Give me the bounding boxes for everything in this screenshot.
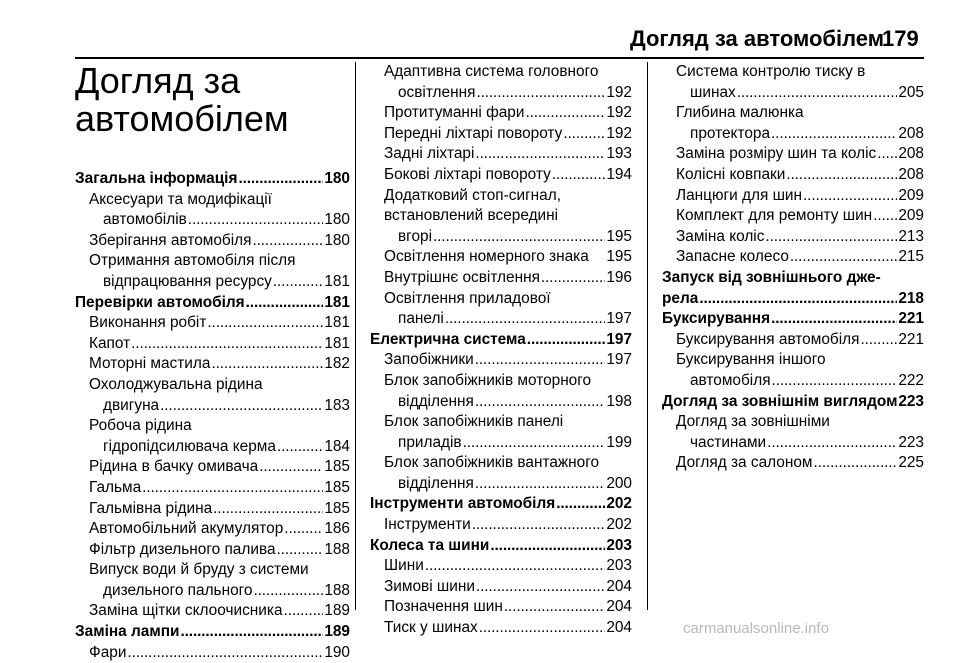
dot-leader [277, 437, 323, 458]
dot-leader [765, 227, 897, 248]
toc-entry-title: шинах [690, 83, 736, 101]
toc-page-number: 185 [324, 458, 350, 476]
toc-page-number: 208 [898, 124, 924, 142]
toc-page-number: 218 [898, 289, 924, 307]
toc-entry-title: Загальна інформація [75, 170, 238, 187]
toc-entry-text: Догляд за зовнішніми [676, 413, 830, 431]
toc-entry-text: Випуск води й бруду з системи [89, 561, 309, 579]
toc-page-number: 188 [324, 581, 350, 599]
toc-entry[interactable] [75, 190, 350, 231]
toc-page-number: 202 [606, 495, 632, 513]
toc-entry[interactable] [75, 375, 350, 416]
header-title: Догляд за автомобілем [630, 26, 885, 51]
toc-entry-title: Шини [384, 557, 424, 575]
toc-entry-title: Задні ліхтарі [384, 145, 475, 163]
toc-entry[interactable] [662, 103, 924, 144]
toc-entry-title: Освітлення номерного знака [384, 248, 589, 266]
toc-page-number: 185 [324, 478, 350, 496]
dot-leader [445, 309, 605, 330]
dot-leader [490, 536, 605, 557]
toc-entry-text: Блок запобіжників моторного [384, 371, 592, 389]
toc-entry-title: Буксирування [662, 310, 771, 328]
toc-page-number: 225 [898, 454, 924, 472]
toc-entry-text: Отримання автомобіля після [89, 252, 296, 270]
toc-column-1 [75, 169, 350, 663]
toc-entry-text: Система контролю тиску в [676, 63, 866, 80]
toc-entry[interactable] [662, 227, 924, 248]
toc-entry-title: Буксирування автомобіля [676, 330, 860, 348]
toc-page-number: 180 [324, 231, 350, 249]
toc-entry-title: Заміна коліс [676, 227, 765, 245]
toc-page-number: 208 [898, 165, 924, 183]
toc-entry[interactable] [662, 165, 924, 186]
toc-entry[interactable] [75, 334, 350, 355]
dot-leader [767, 433, 897, 454]
watermark: carmanualsonline.info [683, 620, 829, 637]
toc-page-number: 200 [606, 474, 632, 492]
toc-entry[interactable] [370, 124, 632, 145]
column-divider-2 [647, 62, 648, 610]
toc-entry[interactable] [75, 251, 350, 292]
dot-leader [771, 124, 897, 145]
toc-column-3 [662, 62, 924, 474]
toc-entry-title: Колісні ковпаки [676, 165, 786, 183]
toc-entry[interactable] [370, 515, 632, 536]
toc-entry-title: Догляд за салоном [676, 454, 813, 472]
toc-entry-title: Внутрішнє освітлення [384, 268, 540, 286]
toc-entry[interactable] [662, 186, 924, 207]
toc-entry-title: Інструменти [384, 516, 471, 534]
dot-leader [814, 453, 898, 474]
dot-leader [525, 103, 605, 124]
toc-entry[interactable] [662, 206, 924, 227]
dot-leader [433, 227, 605, 248]
toc-entry-title: відділення [398, 392, 474, 410]
dot-leader [877, 144, 897, 165]
dot-leader [463, 433, 606, 454]
dot-leader [504, 597, 605, 618]
toc-entry-title: автомобіля [690, 371, 771, 389]
dot-leader [771, 309, 897, 330]
toc-section-entry[interactable] [75, 169, 350, 190]
toc-entry-title: Капот [89, 334, 131, 352]
toc-entry-title: вгорі [398, 227, 432, 245]
toc-entry[interactable] [75, 416, 350, 457]
toc-entry-text: Блок запобіжників вантажного [384, 454, 600, 472]
dot-leader [246, 293, 324, 314]
toc-entry-title: відділення [398, 474, 474, 492]
toc-section-entry[interactable] [662, 268, 924, 309]
dot-leader [160, 396, 323, 417]
column-divider-1 [355, 62, 356, 610]
toc-entry-title: Ланцюги для шин [676, 186, 803, 204]
toc-page-number: 202 [606, 516, 632, 534]
toc-page-number: 189 [324, 623, 350, 641]
dot-leader [277, 540, 324, 561]
toc-page-number: 195 [606, 227, 632, 245]
toc-entry[interactable] [370, 268, 632, 289]
dot-leader [699, 289, 897, 310]
toc-section-entry[interactable] [662, 392, 924, 413]
toc-entry[interactable] [662, 144, 924, 165]
toc-page-number: 181 [324, 293, 350, 311]
toc-entry-title: дизельного пального [103, 581, 253, 599]
dot-leader [475, 474, 605, 495]
toc-entry-text: Запуск від зовнішнього дже- [662, 268, 881, 286]
toc-entry-text: Аксесуари та модифікації [89, 190, 272, 208]
toc-entry-title: Запасне колесо [676, 248, 789, 266]
toc-entry[interactable] [370, 371, 632, 412]
dot-leader [131, 334, 323, 355]
dot-leader [541, 268, 605, 289]
toc-page-number: 199 [606, 433, 632, 451]
toc-entry-title: Рідина в бачку омивача [89, 458, 259, 476]
toc-entry-text: Охолоджувальна рідина [89, 375, 263, 393]
dot-leader [273, 272, 323, 293]
toc-entry-title: Колеса та шини [370, 536, 490, 554]
toc-page-number: 180 [324, 211, 350, 229]
toc-entry-title: Електрична система [370, 330, 526, 348]
toc-entry[interactable] [370, 412, 632, 453]
toc-entry-title: освітлення [398, 83, 476, 101]
toc-page-number: 215 [898, 248, 924, 266]
toc-entry-title: Тиск у шинах [384, 619, 478, 637]
dot-leader [238, 169, 323, 190]
toc-entry-text: Блок запобіжників панелі [384, 413, 564, 431]
dot-leader [142, 478, 323, 499]
dot-leader [563, 124, 605, 145]
toc-entry[interactable] [75, 457, 350, 478]
toc-page-number: 209 [898, 207, 924, 225]
dot-leader [180, 622, 323, 643]
toc-page-number: 204 [606, 577, 632, 595]
toc-section-entry[interactable] [75, 293, 350, 314]
dot-leader [213, 499, 323, 520]
toc-page-number: 198 [606, 392, 632, 410]
dot-leader [772, 371, 898, 392]
toc-entry-text: Буксирування іншого [676, 351, 826, 369]
toc-entry[interactable] [662, 62, 924, 103]
toc-entry-title: Передні ліхтарі повороту [384, 124, 563, 142]
toc-entry-title: панелі [398, 310, 444, 328]
toc-page-number: 223 [898, 392, 924, 410]
toc-page-number: 222 [898, 371, 924, 389]
toc-entry-title: Фари [89, 643, 127, 661]
dot-leader [790, 247, 897, 268]
toc-entry-text: Робоча рідина [89, 417, 192, 435]
toc-page-number: 194 [606, 165, 632, 183]
dot-leader [803, 186, 897, 207]
toc-entry-text: Додатковий стоп-сигнал, [384, 186, 561, 204]
dot-leader [188, 210, 324, 231]
toc-entry-title: Позначення шин [384, 598, 503, 616]
toc-entry-title: приладів [398, 433, 462, 451]
toc-entry[interactable] [662, 330, 924, 351]
toc-entry-title: Запобіжники [384, 351, 474, 369]
toc-entry[interactable] [75, 499, 350, 520]
toc-page-number: 213 [898, 227, 924, 245]
toc-section-entry[interactable] [370, 536, 632, 557]
dot-leader [211, 354, 323, 375]
toc-entry-title: Заміна розміру шин та коліс [676, 145, 877, 163]
dot-leader [475, 350, 606, 371]
toc-entry-title: Бокові ліхтарі повороту [384, 165, 551, 183]
toc-entry-title: частинами [690, 433, 767, 451]
toc-entry[interactable] [370, 289, 632, 330]
toc-entry-title: Фільтр дизельного палива [89, 540, 276, 558]
toc-entry-title: Комплект для ремонту шин [676, 207, 873, 225]
chapter-title-line1: Догляд за [75, 60, 241, 101]
toc-entry[interactable] [370, 165, 632, 186]
toc-page-number: 195 [606, 248, 632, 266]
toc-page-number: 180 [324, 170, 350, 187]
toc-entry-text: встановлений всередині [384, 207, 559, 225]
toc-entry[interactable] [370, 556, 632, 577]
toc-entry[interactable] [370, 186, 632, 248]
toc-entry-title: Догляд за зовнішнім виглядом [662, 392, 898, 410]
toc-entry-title: рела [662, 289, 699, 307]
toc-column-2 [370, 62, 632, 639]
toc-entry[interactable] [75, 354, 350, 375]
toc-entry[interactable] [370, 247, 632, 268]
toc-entry-title: двигуна [103, 396, 160, 414]
toc-section-entry[interactable] [75, 622, 350, 643]
toc-entry-title: гідропідсилювача керма [103, 437, 276, 455]
toc-entry-title: Гальмівна рідина [89, 499, 213, 517]
dot-leader [252, 231, 323, 252]
toc-entry[interactable] [370, 62, 632, 103]
page-header [0, 0, 960, 54]
toc-section-entry[interactable] [662, 309, 924, 330]
toc-entry[interactable] [75, 478, 350, 499]
toc-entry-title: Зимові шини [384, 577, 475, 595]
header-page-number: 179 [882, 26, 919, 51]
toc-entry-title: Автомобільний акумулятор [89, 520, 284, 538]
dot-leader [476, 577, 605, 598]
toc-entry[interactable] [662, 412, 924, 453]
toc-page-number: 205 [898, 83, 924, 101]
dot-leader [527, 330, 606, 351]
toc-page-number: 183 [324, 396, 350, 414]
toc-entry-title: Заміна лампи [75, 623, 180, 641]
toc-entry-title: відпрацювання ресурсу [103, 272, 272, 290]
toc-page-number: 190 [324, 643, 350, 661]
dot-leader [127, 643, 323, 663]
toc-page-number: 203 [606, 536, 632, 554]
toc-entry[interactable] [370, 618, 632, 639]
header-rule [75, 57, 924, 59]
dot-leader [259, 457, 323, 478]
toc-entry[interactable] [75, 540, 350, 561]
toc-entry[interactable] [370, 453, 632, 494]
dot-leader [873, 206, 897, 227]
toc-entry[interactable] [662, 247, 924, 268]
dot-leader [556, 494, 605, 515]
toc-page-number: 186 [324, 520, 350, 538]
toc-page-number: 221 [898, 330, 924, 348]
toc-page-number: 223 [898, 433, 924, 451]
toc-entry[interactable] [662, 350, 924, 391]
toc-entry-title: Зберігання автомобіля [89, 231, 252, 249]
dot-leader [737, 83, 898, 104]
dot-leader [860, 330, 897, 351]
dot-leader [475, 392, 605, 413]
toc-entry[interactable] [75, 560, 350, 601]
toc-entry[interactable] [75, 519, 350, 540]
toc-page-number: 209 [898, 186, 924, 204]
toc-entry-title: Протитуманні фари [384, 104, 525, 122]
toc-entry[interactable] [370, 597, 632, 618]
toc-entry-title: Гальма [89, 478, 142, 496]
chapter-title-line2: автомобілем [75, 98, 289, 139]
dot-leader [207, 313, 323, 334]
toc-entry[interactable] [370, 350, 632, 371]
toc-page-number: 192 [606, 83, 632, 101]
toc-page-number: 197 [606, 330, 632, 348]
toc-entry-title: Перевірки автомобіля [75, 293, 245, 311]
dot-leader [472, 515, 606, 536]
toc-page-number: 204 [606, 598, 632, 616]
dot-leader [786, 165, 897, 186]
toc-page-number: 197 [606, 310, 632, 328]
toc-page-number: 196 [606, 268, 632, 286]
toc-page-number: 203 [606, 557, 632, 575]
toc-entry-title: Заміна щітки склоочисника [89, 602, 283, 620]
toc-page-number: 193 [606, 145, 632, 163]
dot-leader [552, 165, 606, 186]
toc-section-entry[interactable] [370, 494, 632, 515]
toc-entry-text: Освітлення приладової [384, 289, 551, 307]
dot-leader [284, 601, 324, 622]
toc-page-number: 188 [324, 540, 350, 558]
toc-entry[interactable] [370, 103, 632, 124]
toc-entry[interactable] [75, 643, 350, 663]
toc-page-number: 182 [324, 355, 350, 373]
toc-page-number: 181 [324, 314, 350, 332]
toc-page-number: 185 [324, 499, 350, 517]
toc-entry-title: протектора [690, 124, 771, 142]
toc-entry[interactable] [75, 601, 350, 622]
toc-page-number: 181 [324, 272, 350, 290]
toc-entry[interactable] [662, 453, 924, 474]
dot-leader [479, 618, 606, 639]
toc-entry-text: Глибина малюнка [676, 104, 804, 122]
dot-leader [476, 83, 605, 104]
chapter-title [75, 62, 345, 138]
toc-entry-text: Адаптивна система головного [384, 63, 599, 80]
toc-entry-title: Виконання робіт [89, 314, 207, 332]
toc-page-number: 192 [606, 104, 632, 122]
toc-page-number: 221 [898, 310, 924, 328]
toc-page-number: 197 [606, 351, 632, 369]
toc-entry-title: Інструменти автомобіля [370, 495, 556, 513]
dot-leader [284, 519, 323, 540]
toc-entry-title: Моторні мастила [89, 355, 211, 373]
dot-leader [475, 144, 605, 165]
toc-entry[interactable] [75, 313, 350, 334]
dot-leader [425, 556, 606, 577]
toc-entry[interactable] [370, 577, 632, 598]
toc-page-number: 184 [324, 437, 350, 455]
toc-page-number: 181 [324, 334, 350, 352]
toc-entry[interactable] [370, 144, 632, 165]
toc-entry-title: автомобілів [103, 211, 187, 229]
toc-entry[interactable] [75, 231, 350, 252]
toc-section-entry[interactable] [370, 330, 632, 351]
toc-page-number: 204 [606, 619, 632, 637]
dot-leader [253, 581, 323, 602]
toc-page-number: 192 [606, 124, 632, 142]
toc-page-number: 208 [898, 145, 924, 163]
toc-page-number: 189 [324, 602, 350, 620]
